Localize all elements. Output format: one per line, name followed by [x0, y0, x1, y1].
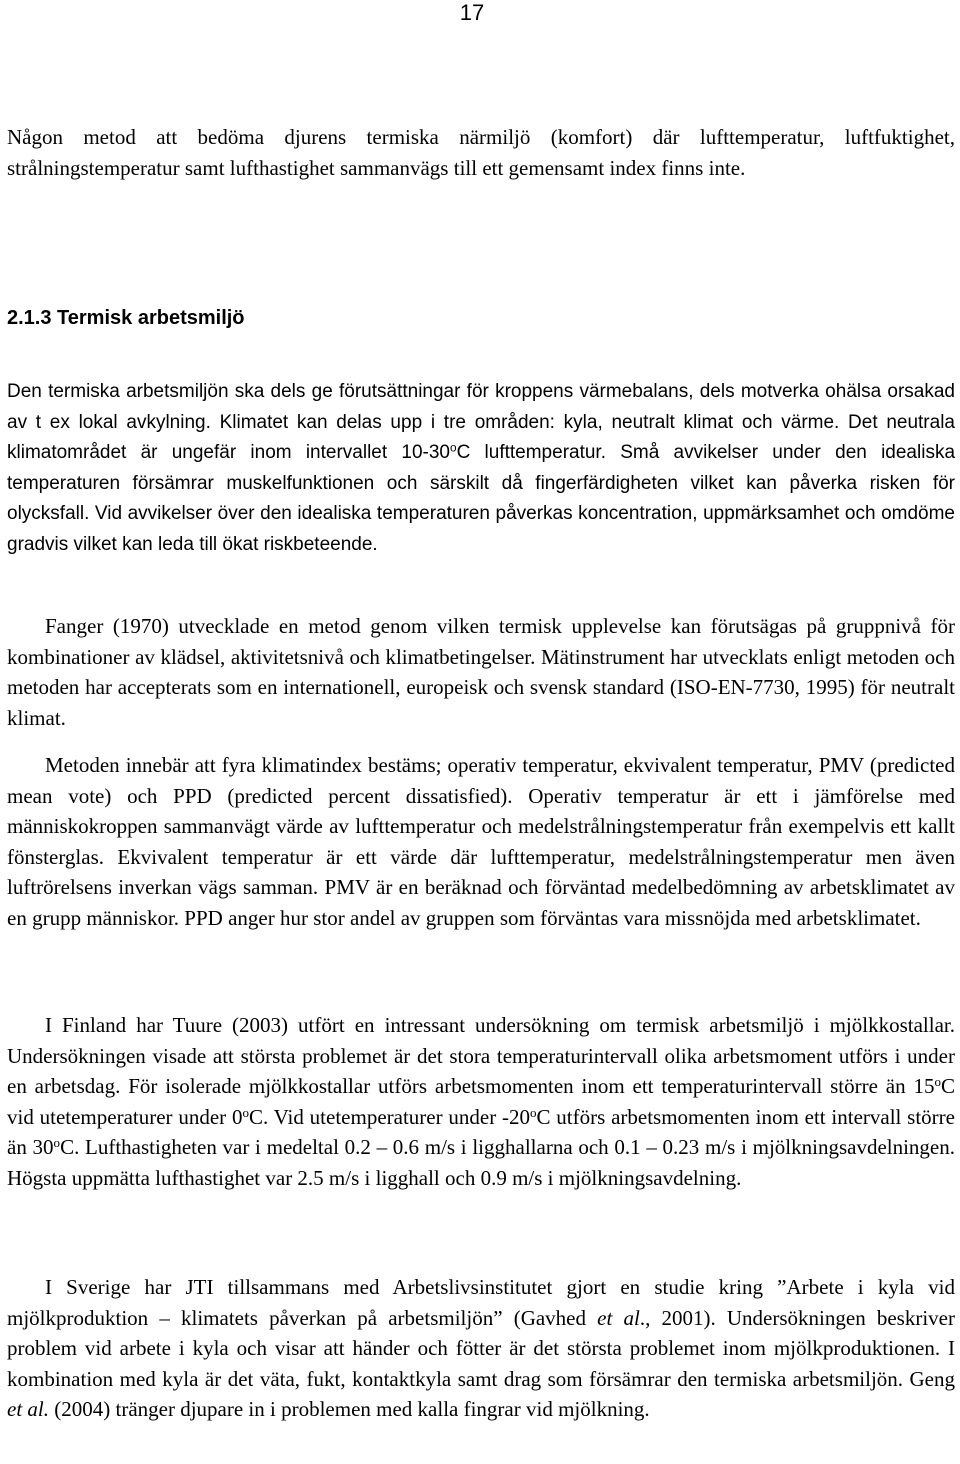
degree-superscript: o — [529, 1104, 537, 1120]
text-run: C. Lufthastigheten var i medeltal 0.2 – 0.6 m/s i ligghallarna och 0.1 – 0.23 m/s i mjölkningsavdelningen. Högsta uppmätta lufthastighet var 2.5 m/s i ligghall och 0.9 m/s i mjölkningsavdelning. — [7, 1135, 956, 1190]
paragraph-finland — [7, 1010, 955, 1193]
text-run: C vid utetemperaturer under 0 — [7, 1074, 955, 1129]
paragraph-klimatindex: Metoden innebär att fyra klimatindex bestäms; operativ temperatur, ekvivalent temperatur, PMV (predicted mean vote) och PPD (predicted percent dissatisfied). Operativ temperatur är ett i jämförelse med människokroppen sammanvägt värde av lufttemperatur och medelstrålningstemperatur från exempelvis ett kallt fönsterglas. Ekvivalent temperatur är ett värde där lufttemperatur, medelstrålningstemperatur men även luftrörelsens inverkan vägs samman. PMV är en beräknad och förväntad medelbedömning av arbetsklimatet av en grupp människor. PPD anger hur stor andel av gruppen som förväntas vara missnöjda med arbetsklimatet. — [7, 753, 955, 930]
section-heading: 2.1.3 Termisk arbetsmiljö — [7, 307, 245, 329]
italic-et-al: et al — [597, 1305, 640, 1330]
degree-superscript: o — [242, 1104, 249, 1120]
paragraph-sverige — [7, 1272, 955, 1425]
text-run: C utförs arbetsmomenten inom ett intervall större än 30 — [7, 1104, 955, 1159]
degree-superscript: o — [450, 441, 457, 455]
paragraph-fanger: Fanger (1970) utvecklade en metod genom vilken termisk upplevelse kan förutsägas på gruppnivå för kombinationer av klädsel, aktivitetsnivå och klimatbetingelser. Mätinstrument har utvecklats enligt metoden och metoden har accepterats som en internationell, europeisk och svensk standard (ISO-EN-7730, 1995) för neutralt klimat. — [7, 614, 955, 730]
degree-superscript: o — [934, 1073, 941, 1089]
text-run: I Finland har Tuure (2003) utfört en intressant undersökning om termisk arbetsmiljö i mjölkkostallar. Undersökningen visade att största problemet är det stora temperaturintervall olika arbetsmoment utförs i under en arbetsdag. För isolerade mjölkkostallar utförs arbetsmomenten inom ett temperaturintervall större än 15 — [7, 1013, 955, 1098]
text-run: (2004) tränger djupare in i problemen med kalla fingrar vid mjölkning. — [49, 1397, 650, 1421]
paragraph-termisk-arbetsmiljo — [7, 377, 955, 560]
text-run: C lufttemperatur. Små avvikelser under den idealiska temperaturen försämrar muskelfunktionen och särskilt då fingerfärdigheten vilket kan påverka risken för olycksfall. Vid avvikelser över den idealiska temperaturen påverkas koncentration, uppmärksamhet och omdöme gradvis vilket kan leda till ökat riskbeteende. — [7, 442, 956, 555]
page-number: 17 — [459, 0, 485, 25]
intro-paragraph: Någon metod att bedöma djurens termiska närmiljö (komfort) där lufttemperatur, luftfuktighet, strålningstemperatur samt lufthastighet sammanvägs till ett gemensamt index finns inte. — [7, 125, 955, 180]
text-run: ., 2001). Undersökningen beskriver problem vid arbete i kyla och visar att händer och fötter är det största problemet inom mjölkproduktionen. I kombination med kyla är det väta, fukt, kontaktkyla samt drag som försämrar den termiska arbetsmiljön. Geng — [7, 1305, 955, 1391]
text-run: C. Vid utetemperaturer under -20 — [248, 1104, 530, 1129]
text-run: Den termiska arbetsmiljön ska dels ge förutsättningar för kroppens värmebalans, dels motverka ohälsa orsakad av t ex lokal avkylning. Klimatet kan delas upp i tre områden: kyla, neutralt klimat och värme. Det neutrala klimatområdet är ungefär inom intervallet 10-30 — [7, 381, 955, 463]
italic-et-al: et al. — [7, 1397, 49, 1421]
text-run: I Sverige har JTI tillsammans med Arbetslivsinstitutet gjort en studie kring ”Arbete i kyla vid mjölkproduktion – klimatets påverkan på arbetsmiljön” (Gavhed — [7, 1275, 955, 1330]
degree-superscript: o — [53, 1134, 61, 1150]
